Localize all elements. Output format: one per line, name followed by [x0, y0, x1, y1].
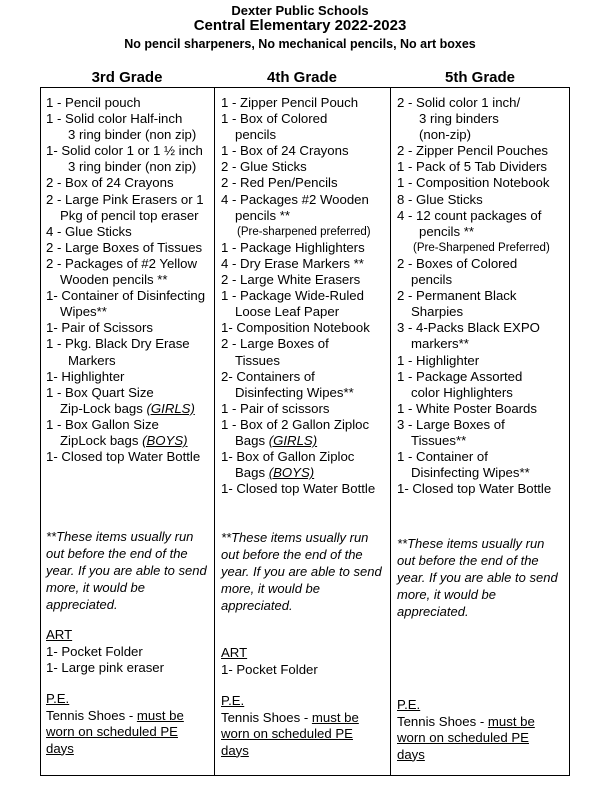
list-item: pencils **	[419, 223, 474, 239]
pe-worn: worn on scheduled PE	[46, 724, 178, 739]
list-item: 1- Closed top Water Bottle	[46, 449, 201, 465]
list-item: 1- Pocket Folder	[221, 661, 318, 677]
list-item: 1 - Package Assorted	[397, 368, 523, 384]
list-item: 1- Pocket Folder	[46, 643, 143, 659]
grade4-supply-list	[221, 95, 375, 497]
list-item	[221, 465, 375, 481]
grade4-pe-section	[221, 693, 359, 759]
list-item: 1- Composition Notebook	[221, 320, 370, 336]
pe-worn: worn on scheduled PE	[221, 726, 353, 741]
pe-heading: P.E.	[397, 697, 421, 712]
grade4-art-section	[221, 645, 318, 678]
list-item-note: (Pre-sharpened preferred)	[237, 225, 371, 238]
grade5-restock-note: **These items usually run out before the end of the year. If you are able to send more, it would be appreciated.	[397, 536, 558, 619]
pe-heading: P.E.	[46, 691, 70, 706]
list-item-text: Zip-Lock bags	[60, 400, 143, 416]
pe-days: days	[397, 746, 425, 762]
list-item: 3 ring binder (non zip)	[68, 159, 197, 175]
grade3-art-section	[46, 627, 164, 677]
list-item: 1 - Pkg. Black Dry Erase	[46, 336, 190, 352]
grade3-restock-note: **These items usually run out before the end of the year. If you are able to send more, it would be appreciated.	[46, 529, 207, 612]
list-item: 1- Large pink eraser	[46, 660, 165, 675]
pe-text	[46, 708, 184, 725]
grade5-pe-section	[397, 697, 535, 763]
pe-tennis-shoes: Tennis Shoes -	[221, 709, 312, 725]
list-item: Disinfecting Wipes**	[235, 384, 354, 400]
list-item: 2 - Boxes of Colored	[397, 255, 518, 271]
pe-text	[221, 710, 359, 727]
list-item: 1- Closed top Water Bottle	[397, 481, 552, 497]
list-item	[46, 433, 205, 449]
girls-label: (GIRLS)	[146, 400, 195, 416]
list-item: 1 - Package Wide-Ruled	[221, 288, 364, 304]
list-item: 1 - Pair of scissors	[221, 400, 330, 416]
grade5-supply-list	[397, 95, 551, 497]
list-item: 2 - Large Pink Erasers or 1	[46, 191, 204, 207]
list-item: 1- Box of Gallon Ziploc	[221, 449, 355, 465]
list-item: 1 - Zipper Pencil Pouch	[221, 95, 359, 110]
list-item: 4 - 12 count packages of	[397, 207, 542, 223]
list-item: 2 - Red Pen/Pencils	[221, 175, 338, 191]
list-item: 4 - Glue Sticks	[46, 223, 132, 239]
list-item: 4 - Packages #2 Wooden	[221, 191, 369, 207]
column-heading-4th-grade: 4th Grade	[266, 69, 338, 86]
list-item: 8 - Glue Sticks	[397, 191, 483, 207]
list-item: 1 - Box Quart Size	[46, 384, 154, 400]
pe-worn: worn on scheduled PE	[397, 730, 529, 745]
list-item: markers**	[411, 336, 469, 352]
list-item-text: ZipLock bags	[60, 432, 139, 448]
boys-label: (BOYS)	[268, 465, 315, 481]
boys-label: (BOYS)	[142, 432, 188, 448]
list-item: Wipes**	[60, 304, 107, 320]
restrictions-note: No pencil sharpeners, No mechanical pencils, No art boxes	[124, 37, 476, 51]
list-item: 2 - Large Boxes of	[221, 336, 329, 352]
list-item-text: Bags	[235, 432, 266, 448]
grade3-supply-list	[46, 95, 205, 465]
list-item: Pkg of pencil top eraser	[60, 207, 199, 223]
list-item: 1 - Composition Notebook	[397, 175, 550, 191]
list-item-note: (Pre-Sharpened Preferred)	[413, 241, 550, 254]
pe-must-be: must be	[136, 707, 184, 723]
list-item: 2 - Zipper Pencil Pouches	[397, 143, 548, 159]
list-item	[46, 401, 205, 417]
list-item: 2 - Permanent Black	[397, 288, 517, 304]
list-item: 1 - Pack of 5 Tab Dividers	[397, 159, 548, 175]
list-item: 3 - 4-Packs Black EXPO	[397, 320, 540, 336]
grade4-restock-note: **These items usually run out before the end of the year. If you are able to send more, it would be appreciated.	[221, 530, 382, 613]
pe-heading: P.E.	[221, 693, 245, 708]
list-item: 2 - Large White Erasers	[221, 272, 361, 288]
pe-days: days	[46, 740, 74, 756]
list-item: 2 - Large Boxes of Tissues	[46, 239, 203, 255]
list-item: 3 - Large Boxes of	[397, 416, 505, 432]
girls-label: (GIRLS)	[268, 432, 318, 448]
list-item: 2 - Glue Sticks	[221, 159, 307, 175]
pe-must-be: must be	[487, 713, 535, 729]
list-item: 1- Highlighter	[46, 368, 125, 384]
list-item: 1 - Pencil pouch	[46, 95, 141, 110]
list-item: 1- Pair of Scissors	[46, 320, 153, 336]
list-item: 1 - White Poster Boards	[397, 400, 537, 416]
list-item: 1- Solid color 1 or 1 ½ inch	[46, 143, 203, 159]
column-heading-5th-grade: 5th Grade	[444, 69, 516, 86]
pe-must-be: must be	[311, 709, 359, 725]
list-item	[221, 433, 375, 449]
column-heading-3rd-grade: 3rd Grade	[91, 69, 163, 86]
pe-tennis-shoes: Tennis Shoes -	[397, 713, 488, 729]
list-item: 1 - Box of 2 Gallon Ziploc	[221, 416, 370, 432]
pe-text	[397, 714, 535, 731]
list-item: 1- Container of Disinfecting	[46, 288, 206, 304]
list-item: pencils	[411, 272, 453, 288]
list-item: 1 - Solid color Half-inch	[46, 111, 183, 127]
list-item: 1 - Box Gallon Size	[46, 416, 159, 432]
list-item: 2 - Packages of #2 Yellow	[46, 255, 198, 271]
list-item: 1 - Box of 24 Crayons	[221, 143, 349, 159]
list-item: pencils	[235, 127, 277, 143]
list-item: 4 - Dry Erase Markers **	[221, 255, 364, 271]
list-item: 1 - Highlighter	[397, 352, 480, 368]
list-item-text: Bags	[235, 465, 266, 481]
list-item: 2 - Box of 24 Crayons	[46, 175, 174, 191]
column-divider	[214, 88, 215, 775]
grade3-pe-section	[46, 691, 184, 757]
art-heading: ART	[221, 645, 248, 660]
list-item: 2 - Solid color 1 inch/	[397, 95, 521, 110]
list-item: color Highlighters	[411, 384, 513, 400]
list-item: 1- Closed top Water Bottle	[221, 481, 376, 497]
district-name: Dexter Public Schools	[231, 3, 369, 18]
list-item: 3 ring binders	[419, 111, 499, 127]
list-item: 1 - Container of	[397, 449, 488, 465]
list-item: Disinfecting Wipes**	[411, 465, 530, 481]
list-item: 3 ring binder (non zip)	[68, 127, 197, 143]
column-divider	[390, 88, 391, 775]
list-item: pencils **	[235, 207, 290, 223]
pe-tennis-shoes: Tennis Shoes -	[46, 707, 137, 723]
list-item: Loose Leaf Paper	[235, 304, 340, 320]
list-item: Sharpies	[411, 304, 464, 320]
list-item: Markers	[68, 352, 116, 368]
list-item: 2- Containers of	[221, 368, 315, 384]
art-heading: ART	[46, 627, 73, 642]
pe-days: days	[221, 742, 249, 758]
list-item: 1 - Package Highlighters	[221, 239, 365, 255]
list-item: Tissues	[235, 352, 280, 368]
list-item: (non-zip)	[419, 127, 472, 143]
list-item: 1 - Box of Colored	[221, 111, 328, 127]
list-item: Wooden pencils **	[60, 272, 168, 288]
list-item: Tissues**	[411, 432, 467, 448]
school-title: Central Elementary 2022-2023	[193, 17, 407, 34]
